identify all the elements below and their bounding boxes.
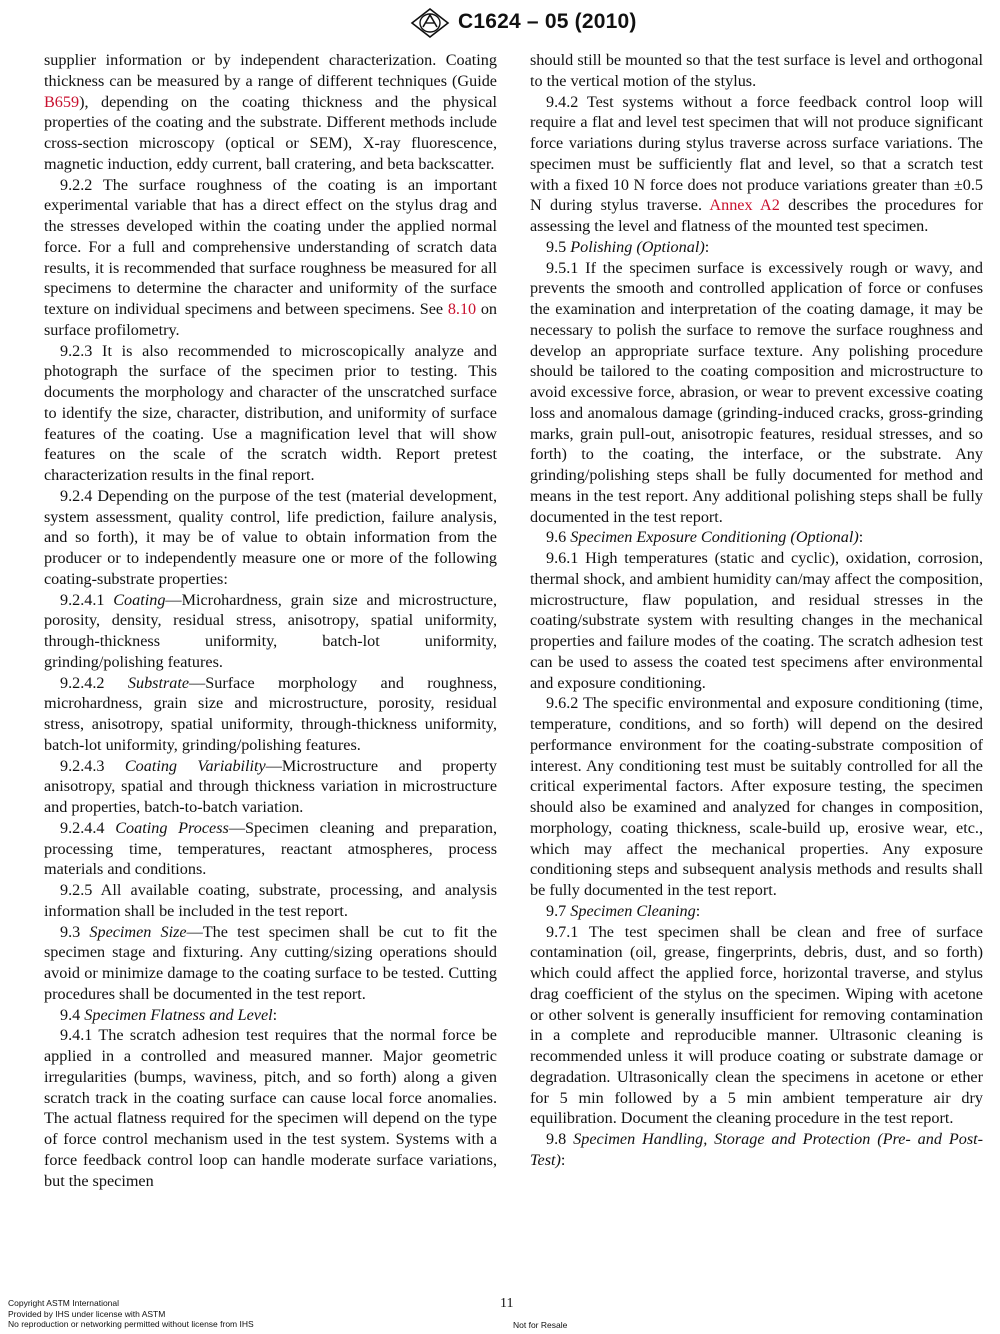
paragraph-9-6-1: 9.6.1 High temperatures (static and cyclic), oxidation, corrosion, thermal shock, and ambient humidity can/may affect the composition, microstructure, flaw population, and residual stresses in the coating/substrate system with resulting changes in the mechanical properties and failure modes of the coating. The scratch adhesion test can be used to assess the coated test specimens after environmental and exposure conditioning. bbox=[530, 549, 983, 692]
copyright-line: Provided by IHS under license with ASTM bbox=[8, 1308, 166, 1319]
paragraph-9-4-1: 9.4.1 The scratch adhesion test requires that the normal force be applied in a controlled and measured manner. Major geometric irregularities (bumps, waviness, pitch, and so forth) along a given scratch track in the coating surface can cause local force anomalies. The actual flatness required for the specimen will depend on the type of force control mechanism used in the test system. Systems with a force feedback control loop can handle moderate surface variations, but the specimen bbox=[44, 1026, 497, 1190]
section-term: Coating Process bbox=[115, 818, 229, 837]
heading-9-4 bbox=[44, 1005, 497, 1026]
section-term: Specimen Flatness and Level bbox=[84, 1005, 273, 1024]
paragraph-text: : bbox=[272, 1005, 278, 1024]
section-number: 9.5 bbox=[546, 237, 571, 256]
paragraph-9-4-2 bbox=[530, 92, 983, 237]
paragraph-9-2-3: 9.2.3 It is also recommended to microscopically analyze and photograph the surface of the specimen prior to testing. This documents the morphology and character of the unscratched surface to identify the size, character, distribution, and uniformity of surface features of the coating. Use a magnification level that will show features on the scale of the scratch width. Report pretest characterization results in the final report. bbox=[44, 341, 497, 484]
paragraph-text: —Surface morphology and roughness, microhardness, grain size and microstructure, porosity, residual stress, anisotropy, spatial uniformity, through-thickness uniformity, batch-lot uniformity, grinding/polishing features. bbox=[44, 673, 497, 754]
paragraph-9-2-4-2 bbox=[44, 673, 497, 756]
paragraph-text: on surface profilometry. bbox=[44, 300, 498, 339]
paragraph-9-5-1: 9.5.1 If the specimen surface is excessively rough or wavy, and prevents the smooth and controlled application of force or confuses the examination and interpretation of the coating damage, it may be necessary to polish the surface to remove the surface roughness and develop an appropriate surface texture. Any polishing procedure should be tailored to the coating composition and microstructure to avoid excessive force, abrasion, or wear to prevent excessive coating loss and anomalous damage (grinding-induced cracks, gross-grinding marks, grain pull-out, anisotropic features, residual stresses, and so forth) to the coating, the interface, or the substrate. Any grinding/polishing steps shall be fully documented for method and means in the test report. Any additional polishing steps shall be fully documented in the test report. bbox=[530, 258, 983, 526]
paragraph-text: 9.2.2 The surface roughness of the coating is an important experimental variable that has a direct effect on the stylus drag and the stresses developed within the coating under the applied normal force. For a full and comprehensive understanding of scratch data results, it is recommended that surface roughness be measured for all specimens to determine the character and uniformity of the surface texture on individual specimens and between specimens. See bbox=[44, 175, 497, 318]
section-term: Specimen Exposure Conditioning (Optional) bbox=[570, 528, 859, 547]
paragraph-9-2-4: 9.2.4 Depending on the purpose of the test (material development, system assessment, quality control, life prediction, failure analysis, and so forth), it may be of value to obtain information from the producer or to independently measure one or more of the following coating-substrate properties: bbox=[44, 486, 497, 588]
section-term: Specimen Handling, Storage and Protection (Pre- and Post-Test) bbox=[530, 1130, 984, 1169]
heading-9-8 bbox=[530, 1129, 983, 1171]
paragraph-9-7-1: 9.7.1 The test specimen shall be clean and free of surface contamination (oil, grease, fingerprints, debris, dust, and so forth) which could affect the applied force, horizontal traverse, and stylus drag coefficient of the stylus on the specimen. Wiping with acetone or other solvent is generally insufficient for removing contamination in a complete and reproducible manner. Ultrasonic cleaning is recommended unless it will produce coating or substrate damage or degradation. Ultrasonically clean the specimens in acetone or ether for 5 min followed by a 5 min ambient temperature air dry equilibration. Document the cleaning procedure in the test report. bbox=[530, 922, 983, 1128]
copyright-notice bbox=[8, 1298, 254, 1330]
paragraph-text: : bbox=[704, 237, 710, 256]
paragraph-9-6-2: 9.6.2 The specific environmental and exposure conditioning (time, temperature, conditions, and so forth) will depend on the desired performance environment for the coating-substrate composition of interest. Any conditioning test must be suitably controlled for all the critical experimental factors. After exposure testing, the specimen should also be examined and analyzed for changes in composition, morphology, coating thickness, scale-build up, erosive wear, etc., which may affect the mechanical properties. Any exposure conditioning steps and subsequent analysis methods and results shall be fully documented in the test report. bbox=[530, 694, 983, 899]
section-term: Polishing (Optional) bbox=[570, 237, 705, 256]
section-term: Substrate bbox=[127, 673, 190, 692]
section-term: Coating bbox=[113, 590, 166, 609]
paragraph-9-2-4-4 bbox=[44, 818, 497, 880]
reference-link[interactable]: Annex A2 bbox=[709, 196, 780, 215]
section-number: 9.7 bbox=[546, 901, 571, 920]
section-term: Specimen Size bbox=[89, 922, 187, 941]
section-number: 9.2.4.2 bbox=[60, 673, 128, 692]
paragraph bbox=[44, 50, 497, 175]
paragraph-9-2-4-3 bbox=[44, 756, 497, 818]
paragraph-text: —Specimen cleaning and preparation, processing time, temperatures, reactant atmospheres, process materials and conditions. bbox=[44, 818, 497, 879]
heading-9-5 bbox=[530, 237, 983, 258]
reference-link[interactable]: 8.10 bbox=[447, 300, 477, 318]
section-number: 9.2.4.1 bbox=[60, 590, 114, 609]
section-number: 9.6 bbox=[546, 528, 571, 547]
heading-9-7 bbox=[530, 901, 983, 922]
heading-9-6 bbox=[530, 527, 983, 548]
page-number: 11 bbox=[500, 1296, 514, 1311]
copyright-line: No reproduction or networking permitted without license from IHS bbox=[8, 1319, 254, 1329]
copyright-line: Copyright ASTM International bbox=[8, 1298, 120, 1308]
paragraph-text: 9.4.2 Test systems without a force feedback control loop will require a flat and level test specimen that will not produce significant force variations during stylus traverse across surface variations. The specimen must be sufficiently flat and level, so that a scratch test with a fixed 10 N force does not produce variations greater than ±0.5 N during stylus traverse. bbox=[530, 92, 983, 215]
paragraph-text: —Microhardness, grain size and microstructure, porosity, density, residual stress, anisotropy, spatial uniformity, through-thickness uniformity, batch-lot uniformity, grinding/polishing features. bbox=[44, 590, 498, 671]
paragraph-text: : bbox=[560, 1150, 566, 1169]
paragraph-text: describes the procedures for assessing the level and flatness of the mounted test specimen. bbox=[530, 196, 983, 235]
paragraph: should still be mounted so that the test surface is level and orthogonal to the vertical motion of the stylus. bbox=[530, 51, 983, 90]
left-column bbox=[44, 50, 497, 1191]
right-column bbox=[530, 50, 983, 1171]
resale-notice: Not for Resale bbox=[513, 1320, 568, 1330]
section-number: 9.2.4.4 bbox=[60, 818, 116, 837]
section-number: 9.2.4.3 bbox=[60, 756, 125, 775]
paragraph-text: ), depending on the coating thickness and the physical properties of the coating and the substrate. Different methods include cross-section microscopy (optical or SEM), X-ray fluorescence, magnetic induction, eddy current, ball cratering, and beta backscatter. bbox=[44, 92, 497, 173]
paragraph-text: —The test specimen shall be cut to fit the specimen stage and fixturing. Any cutting/sizing operations should avoid or minimize damage to the coating surface to be tested. Cutting procedures shall be documented in the test report. bbox=[44, 922, 498, 1003]
section-number: 9.3 bbox=[60, 922, 90, 941]
paragraph-text: —Microstructure and property anisotropy, spatial and through thickness variation in microstructure and properties, batch-to-batch variation. bbox=[44, 756, 497, 816]
paragraph-text: : bbox=[858, 528, 864, 547]
paragraph-9-2-2 bbox=[44, 175, 497, 341]
paragraph-text: : bbox=[695, 901, 701, 920]
paragraph-9-2-4-1 bbox=[44, 590, 497, 673]
section-term: Specimen Cleaning bbox=[570, 901, 696, 920]
astm-logo-icon bbox=[410, 8, 450, 38]
page-header bbox=[0, 8, 1000, 40]
section-number: 9.4 bbox=[60, 1005, 85, 1024]
document-designation: C1624 – 05 (2010) bbox=[458, 10, 637, 33]
paragraph-text: supplier information or by independent characterization. Coating thickness can be measured by a range of different techniques (Guide bbox=[44, 51, 497, 90]
paragraph-9-3 bbox=[44, 922, 497, 1005]
section-number: 9.8 bbox=[546, 1130, 574, 1148]
section-term: Coating Variability bbox=[124, 756, 266, 775]
reference-link[interactable]: B659 bbox=[44, 92, 80, 111]
paragraph-9-2-5: 9.2.5 All available coating, substrate, processing, and analysis information shall be included in the test report. bbox=[44, 881, 497, 920]
